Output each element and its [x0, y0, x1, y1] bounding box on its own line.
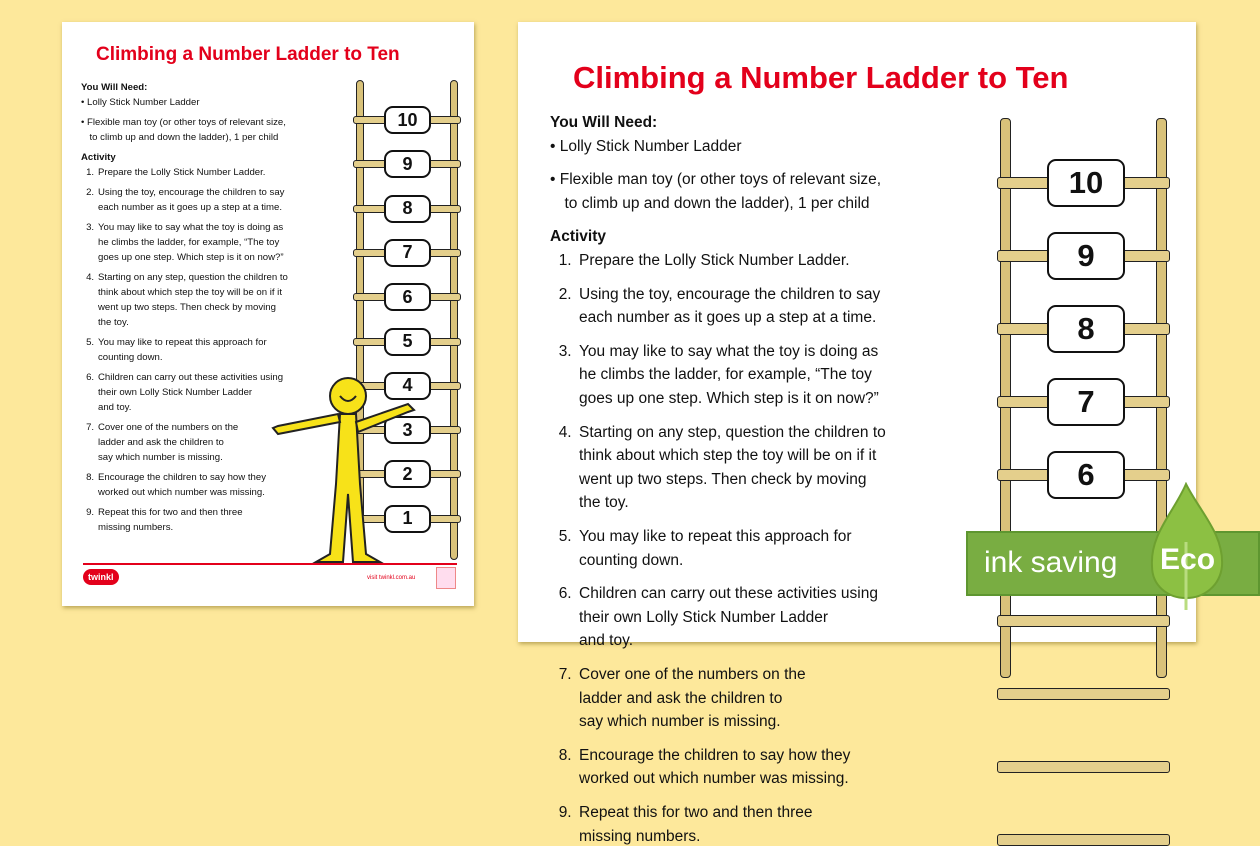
step-text: and toy.	[579, 632, 634, 650]
ladder-number-5: 5	[384, 328, 431, 356]
ladder-number-10: 10	[1047, 159, 1125, 207]
step-text: You may like to say what the toy is doing as	[579, 342, 879, 360]
preview-page-small	[62, 22, 474, 606]
ladder-rung	[997, 761, 1170, 773]
step-number: 2.	[558, 285, 572, 303]
ladder-number-6: 6	[384, 283, 431, 311]
quality-badge	[436, 567, 456, 589]
step-number: 7.	[558, 666, 572, 683]
ladder-number-8: 8	[1047, 305, 1125, 353]
step-text: their own Lolly Stick Number Ladder	[579, 608, 828, 626]
step-number: 9.	[86, 507, 95, 518]
twinkl-logo: twinkl	[83, 569, 119, 585]
ladder-number-6: 6	[1047, 451, 1125, 499]
step-text: he climbs the ladder, for example, “The toy	[98, 237, 280, 249]
step-number: 7.	[86, 422, 95, 433]
step-number: 3.	[558, 342, 572, 360]
ladder-number-3: 3	[384, 416, 431, 444]
step-text: counting down.	[579, 551, 684, 569]
step-text: worked out which number was missing.	[579, 770, 849, 788]
step-text: Encourage the children to say how they	[98, 471, 266, 483]
step-text: Children can carry out these activities using	[98, 372, 284, 384]
step-number: 4.	[558, 423, 572, 441]
step-number: 8.	[558, 746, 572, 764]
needs-item: • Flexible man toy (or other toys of relevant size,	[550, 171, 882, 189]
ladder-number-9: 9	[384, 150, 431, 178]
needs-item: • Lolly Stick Number Ladder	[81, 96, 200, 108]
step-text: Starting on any step, question the children to	[98, 272, 288, 284]
step-text: ladder and ask the children to	[579, 689, 783, 707]
step-text: think about which step the toy will be on if it	[579, 447, 877, 465]
needs-item: • Lolly Stick Number Ladder	[550, 137, 742, 155]
step-text: each number as it goes up a step at a time.	[98, 202, 282, 214]
step-text: each number as it goes up a step at a time.	[579, 309, 877, 327]
step-number: 6.	[558, 585, 572, 603]
footer-url: visit twinkl.com.au	[367, 575, 416, 581]
ladder-number-10: 10	[384, 106, 431, 134]
step-number: 2.	[86, 187, 95, 199]
document-title: Climbing a Number Ladder to Ten	[573, 60, 1069, 95]
ink-saving-label: ink saving	[984, 546, 1118, 579]
step-text: Using the toy, encourage the children to say	[98, 187, 285, 199]
step-text: say which number is missing.	[579, 713, 781, 731]
step-text: goes up one step. Which step is it on now?”	[579, 390, 879, 407]
step-text: goes up one step. Which step is it on now?”	[98, 252, 284, 263]
step-text: and toy.	[98, 401, 132, 413]
step-text: missing numbers.	[98, 521, 174, 533]
step-number: 5.	[86, 337, 95, 348]
step-text: went up two steps. Then check by moving	[98, 301, 276, 313]
ladder-rail	[450, 80, 458, 560]
step-number: 8.	[86, 471, 95, 483]
step-text: You may like to repeat this approach for	[579, 528, 852, 545]
step-text: went up two steps. Then check by moving	[579, 470, 867, 488]
step-text: Cover one of the numbers on the	[579, 666, 806, 683]
ladder-number-8: 8	[384, 195, 431, 223]
ladder-number-2: 2	[384, 460, 431, 488]
flexible-man-figure	[268, 374, 418, 569]
step-number: 4.	[86, 272, 95, 284]
step-text: their own Lolly Stick Number Ladder	[98, 386, 253, 398]
step-number: 3.	[86, 222, 95, 234]
step-number: 1.	[558, 252, 572, 269]
needs-item: to climb up and down the ladder), 1 per child	[89, 131, 279, 143]
footer-divider	[83, 563, 457, 565]
step-text: the toy.	[579, 494, 629, 512]
eco-label: Eco	[1160, 543, 1216, 576]
step-text: ladder and ask the children to	[98, 436, 224, 448]
step-text: worked out which number was missing.	[98, 486, 265, 498]
step-text: Children can carry out these activities using	[579, 585, 878, 603]
step-text: Prepare the Lolly Stick Number Ladder.	[579, 252, 850, 269]
ladder-rung	[997, 688, 1170, 700]
step-text: Starting on any step, question the children to	[579, 423, 886, 441]
needs-heading: You Will Need:	[81, 82, 148, 93]
activity-heading: Activity	[81, 152, 116, 164]
ladder-number-1: 1	[384, 505, 431, 533]
step-text: Encourage the children to say how they	[579, 746, 851, 764]
step-text: the toy.	[98, 316, 129, 328]
step-text: You may like to say what the toy is doing as	[98, 222, 284, 234]
step-text: You may like to repeat this approach for	[98, 337, 267, 348]
step-text: say which number is missing.	[98, 451, 223, 463]
step-number: 1.	[86, 167, 95, 178]
needs-heading: You Will Need:	[550, 114, 658, 131]
document-title: Climbing a Number Ladder to Ten	[96, 44, 400, 65]
ladder-number-9: 9	[1047, 232, 1125, 280]
ladder-number-4: 4	[384, 372, 431, 400]
ladder-number-7: 7	[1047, 378, 1125, 426]
step-number: 6.	[86, 372, 95, 384]
activity-heading: Activity	[550, 228, 606, 246]
step-text: think about which step the toy will be on if it	[98, 287, 282, 299]
ladder-rung	[997, 834, 1170, 846]
ladder-rung	[997, 615, 1170, 627]
step-text: Cover one of the numbers on the	[98, 422, 239, 433]
step-text: counting down.	[98, 351, 163, 363]
step-text: Repeat this for two and then three	[98, 507, 243, 518]
ladder-number-7: 7	[384, 239, 431, 267]
step-number: 9.	[558, 804, 572, 821]
step-text: Repeat this for two and then three	[579, 804, 813, 821]
step-text: Prepare the Lolly Stick Number Ladder.	[98, 167, 266, 178]
step-text: he climbs the ladder, for example, “The toy	[579, 366, 872, 384]
step-number: 5.	[558, 528, 572, 545]
step-text: missing numbers.	[579, 827, 701, 845]
needs-item: • Flexible man toy (or other toys of relevant size,	[81, 117, 286, 129]
needs-item: to climb up and down the ladder), 1 per child	[564, 194, 870, 212]
step-text: Using the toy, encourage the children to say	[579, 285, 881, 303]
